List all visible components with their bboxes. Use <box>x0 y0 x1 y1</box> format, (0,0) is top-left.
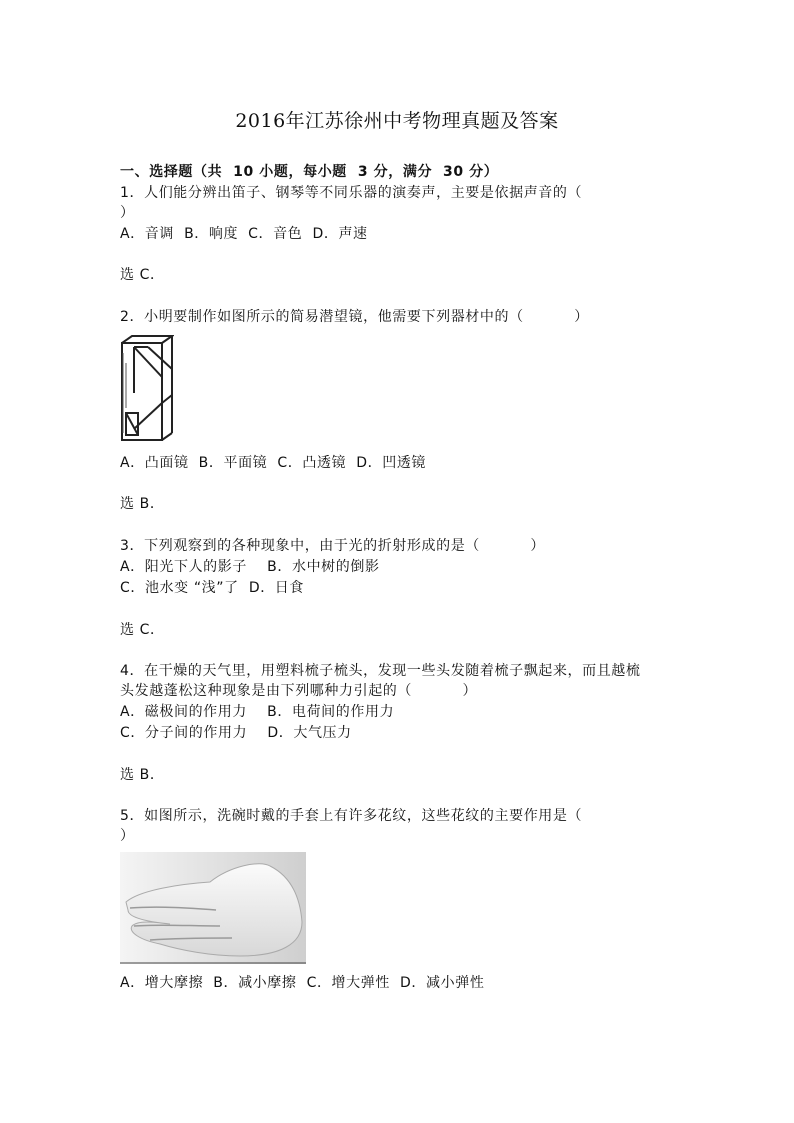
question-4-options-line1: A．磁极间的作用力 B．电荷间的作用力 <box>120 704 395 720</box>
page-title: 2016年江苏徐州中考物理真题及答案 <box>235 110 559 132</box>
question-3-options-line2: C．池水变 “浅”了 D．日食 <box>120 580 305 596</box>
question-4-options-line2: C．分子间的作用力 D．大气压力 <box>120 725 352 741</box>
question-1-answer: 选 C． <box>120 267 165 283</box>
question-5-stem-line1: 5．如图所示，洗碗时戴的手套上有许多花纹，这些花纹的主要作用是（ <box>120 808 583 824</box>
question-4-stem-line2: 头发越蓬松这种现象是由下列哪种力引起的（ ） <box>120 683 478 699</box>
question-3-stem-line1: 3．下列观察到的各种现象中，由于光的折射形成的是（ ） <box>120 538 546 554</box>
question-1-options: A．音调 B．响度 C．音色 D．声速 <box>120 226 368 242</box>
question-2-options: A．凸面镜 B．平面镜 C．凸透镜 D．凹透镜 <box>120 455 427 471</box>
question-1-stem-line2: ） <box>120 205 135 221</box>
question-2-stem-line1: 2．小明要制作如图所示的简易潜望镜，他需要下列器材中的（ ） <box>120 309 589 325</box>
question-5-stem-line2: ） <box>120 828 135 844</box>
periscope-figure <box>120 333 174 443</box>
question-4-answer: 选 B． <box>120 767 165 783</box>
question-3-options-line1: A．阳光下人的影子 B．水中树的倒影 <box>120 559 380 575</box>
section-header: 一、选择题（共 10 小题，每小题 3 分，满分 30 分） <box>120 164 499 180</box>
question-5-options: A．增大摩擦 B．减小摩擦 C．增大弹性 D．减小弹性 <box>120 975 485 991</box>
glove-figure <box>120 852 306 964</box>
question-1-stem-line1: 1．人们能分辨出笛子、钢琴等不同乐器的演奏声，主要是依据声音的（ <box>120 185 583 201</box>
question-3-answer: 选 C． <box>120 622 165 638</box>
question-4-stem-line1: 4．在干燥的天气里，用塑料梳子梳头，发现一些头发随着梳子飘起来，而且越梳 <box>120 663 641 679</box>
question-2-answer: 选 B． <box>120 496 165 512</box>
